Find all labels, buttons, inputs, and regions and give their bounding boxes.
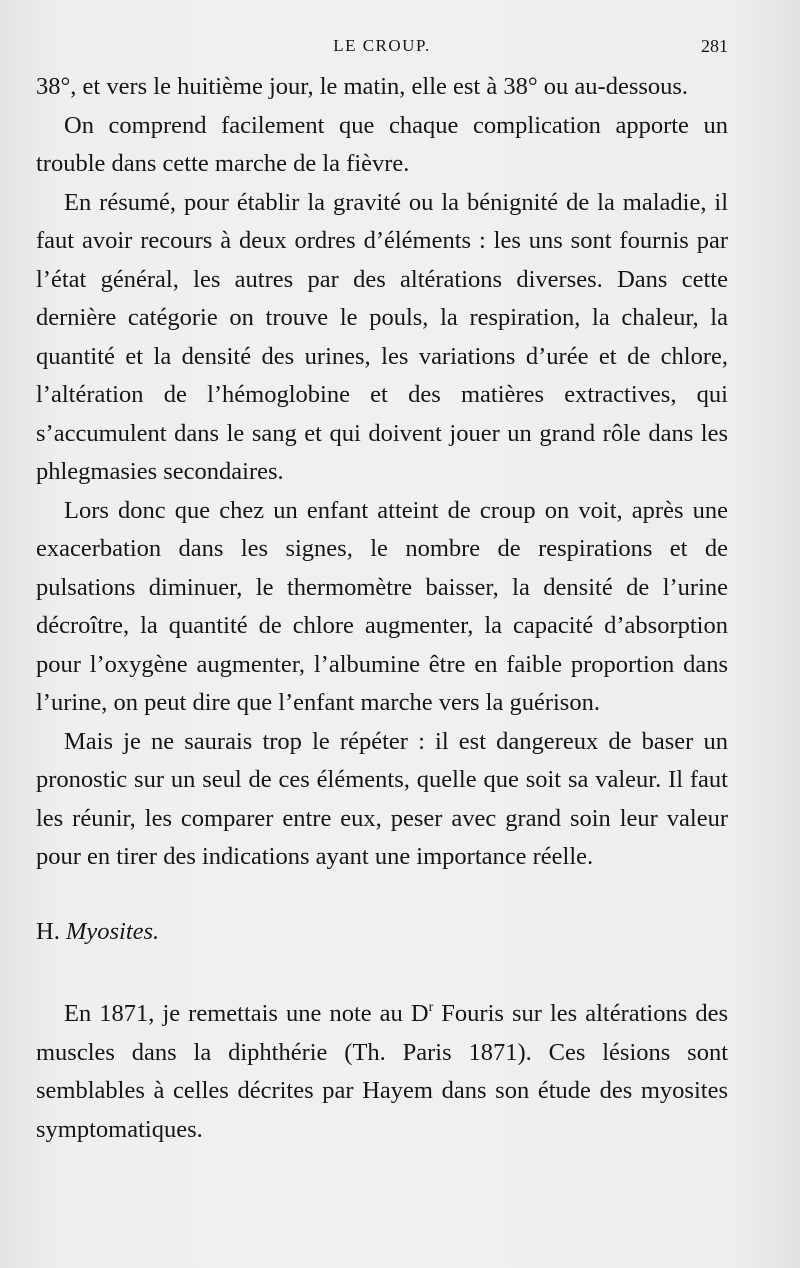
paragraph-myosites-text-end: Fouris sur les altérations des muscles dans la diphthérie (Th. Paris 1871). Ces lésions sont semblables à celles décrites par Hayem dans son étude des myosites symptomatiques. xyxy=(36,1000,728,1143)
paragraph-complication: On comprend facilement que chaque complication apporte un trouble dans cette marche de la fièvre. xyxy=(36,111,728,177)
paragraph-guerison: Lors donc que chez un enfant atteint de croup on voit, après une exacerbation dans les signes, le nombre de respirations et de pulsations diminuer, le thermomètre baisser, la densité de l’urine décroître, la quantité de chlore augmenter, la capacité d’absorption pour l’oxygène augmenter, l’albumine être en faible proportion dans l’urine, on peut dire que l’enfant marche vers la guérison. xyxy=(36,496,728,716)
paragraph-resume: En résumé, pour établir la gravité ou la bénignité de la maladie, il faut avoir recours à deux ordres d’éléments : les uns sont fournis par l’état général, les autres par des altérations diverses. Dans cette dernière catégorie on trouve le pouls, la respiration, la chaleur, la quantité et la densité des urines, les variations d’urée et de chlore, l’altération de l’hémoglobine et des matières extractives, qui s’accumulent dans le sang et qui doivent jouer un grand rôle dans les phlegmasies secondaires. xyxy=(36,188,728,485)
paragraph-myosites xyxy=(36,995,728,1149)
running-title: LE CROUP. xyxy=(333,36,431,55)
running-head xyxy=(36,36,728,60)
doctor-abbrev-superscript: r xyxy=(428,1000,434,1015)
section-heading-number: H. xyxy=(36,917,60,945)
body-text xyxy=(36,68,728,1149)
paragraph-pronostic: Mais je ne saurais trop le répéter : il est dangereux de baser un pronostic sur un seul de ces éléments, quelle que soit sa valeur. Il faut les réunir, les comparer entre eux, peser avec grand soin leur valeur pour en tirer des indications ayant une importance réelle. xyxy=(36,727,728,870)
paragraph-continuation: 38°, et vers le huitième jour, le matin, elle est à 38° ou au-dessous. xyxy=(36,73,689,100)
paragraph-myosites-text-start: En 1871, je remettais une note au D xyxy=(64,1000,429,1027)
section-heading xyxy=(36,913,728,952)
page-number: 281 xyxy=(701,36,728,56)
section-heading-title: Myosites. xyxy=(65,917,160,945)
